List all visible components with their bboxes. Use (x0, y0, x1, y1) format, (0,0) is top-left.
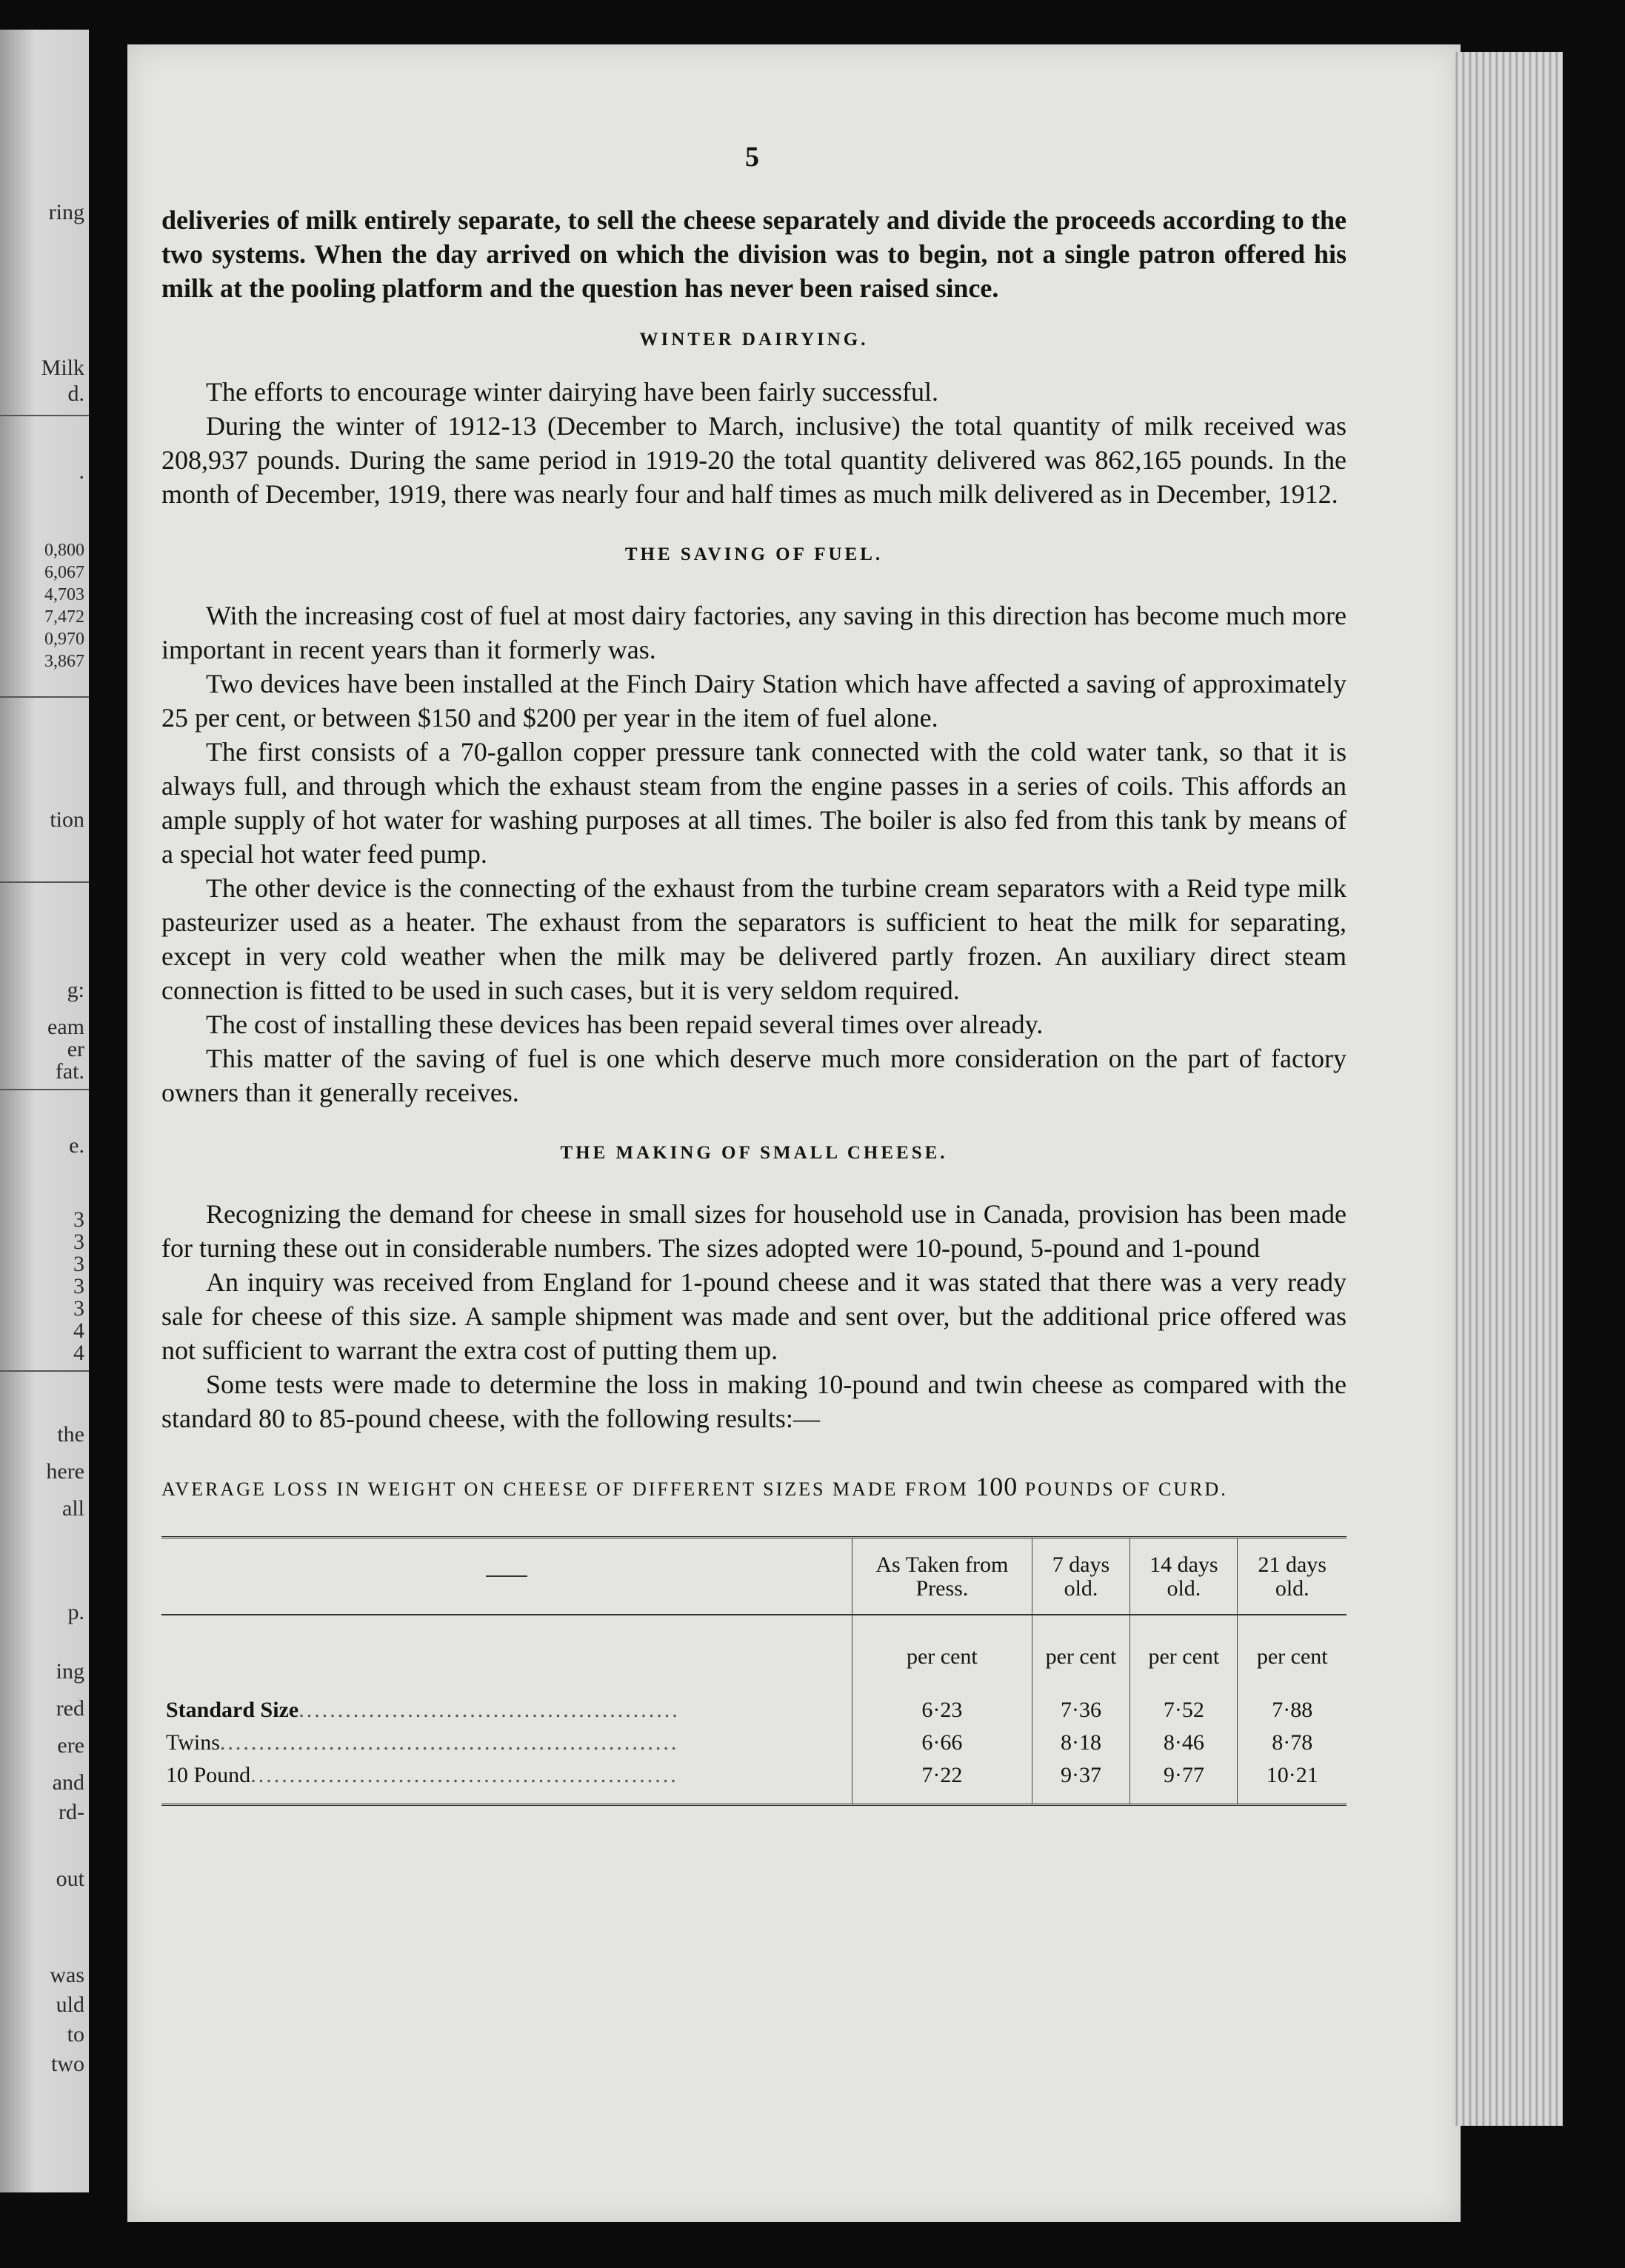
leader-dots: ....................................................... (250, 1763, 678, 1787)
row-label: 10 Pound (166, 1763, 251, 1787)
units-row (161, 1615, 1347, 1694)
fuel-paragraph-1: With the increasing cost of fuel at most dairy factories, any saving in this direction has become much more important in recent years than it formerly was. (161, 601, 1347, 664)
unit-cell: per cent (1130, 1615, 1238, 1694)
row-label-cell (161, 1759, 852, 1805)
fuel-paragraph-2: Two devices have been installed at the Finch Dairy Station which have affected a saving of approximately 25 per cent, or between $150 and $200 per year in the item of fuel alone. (161, 669, 1347, 733)
leader-dots: ................................................. (298, 1698, 680, 1722)
facing-page-text-fragment: and (52, 1770, 84, 1795)
heading-winter-dairying: WINTER DAIRYING. (639, 330, 869, 350)
facing-page-text-fragment: g: (67, 978, 84, 1002)
table-cell: 8·78 (1238, 1727, 1347, 1759)
table-cell: 8·18 (1032, 1727, 1130, 1759)
column-header: 7 days old. (1032, 1538, 1130, 1615)
facing-page-text-fragment: 3 (73, 1230, 84, 1254)
facing-page-text-fragment: uld (56, 1992, 84, 2017)
facing-page-text-fragment: 7,472 (44, 607, 84, 627)
table-title-part-2: POUNDS OF CURD. (1018, 1478, 1228, 1500)
table-title-number: 100 (975, 1472, 1018, 1501)
cheese-paragraph-1: Recognizing the demand for cheese in small sizes for household use in Canada, provision has been made for turning these out in considerable numbers. The sizes adopted were 10-pound, 5-pound and 1-pound (161, 1199, 1347, 1263)
unit-cell: per cent (852, 1615, 1032, 1694)
table-cell: 6·66 (852, 1727, 1032, 1759)
facing-page-text-fragment: e. (69, 1133, 84, 1158)
table-title (161, 1470, 1347, 1507)
table-row (161, 1694, 1347, 1727)
facing-page-text-fragment: 0,800 (44, 541, 84, 560)
facing-page-text-fragment: ring (48, 200, 84, 224)
winter-paragraph-2: During the winter of 1912-13 (December to March, inclusive) the total quantity of milk received was 208,937 pounds. During the same period in 1919-20 the total quantity delivered was 862,165 pounds. In the month of December, 1919, there was nearly four and half times as much milk delivered as in December, 1912. (161, 411, 1347, 509)
cheese-loss-table (161, 1536, 1347, 1806)
facing-page-edge (0, 30, 89, 2192)
cheese-paragraph-2: An inquiry was received from England for 1-pound cheese and it was stated that there was a very ready sale for cheese of this size. A sample shipment was made and sent over, but the additional price offered was not sufficient to warrant the extra cost of putting them up. (161, 1267, 1347, 1365)
fuel-paragraph-4: The other device is the connecting of the exhaust from the turbine cream separators with a Reid type milk pasteurizer used as a heater. The exhaust from the separators is sufficient to heat the milk for separating, except in very cold weather when the milk may be delivered partly frozen. An auxiliary direct steam connection is fitted to be used in such cases, but it is very seldom required. (161, 873, 1347, 1005)
table-stub-header (161, 1538, 852, 1615)
facing-page-text-fragment: 4,703 (44, 585, 84, 604)
facing-page-text-fragment: 4 (73, 1318, 84, 1343)
unit-cell: per cent (1032, 1615, 1130, 1694)
table-cell: 7·88 (1238, 1694, 1347, 1727)
column-header: 14 days old. (1130, 1538, 1238, 1615)
fuel-paragraph-3: The first consists of a 70-gallon copper pressure tank connected with the cold water tank, so that it is always full, and through which the exhaust steam from the engine passes in a series of coils. This affords an ample supply of hot water for washing purposes at all times. The boiler is also fed from this tank by means of a special hot water feed pump. (161, 737, 1347, 869)
cheese-paragraph-3: Some tests were made to determine the loss in making 10-pound and twin cheese as compared with the standard 80 to 85-pound cheese, with the following results:— (161, 1370, 1347, 1433)
facing-page-text-fragment: here (46, 1459, 84, 1484)
table-cell: 7·22 (852, 1759, 1032, 1805)
intro-paragraph: deliveries of milk entirely separate, to sell the cheese separately and divide the proceeds according to the two systems. When the day arrived on which the division was to begin, not a single patron offered his milk at the pooling platform and the question has never been raised since. (161, 205, 1347, 303)
facing-page-rule (0, 1089, 89, 1090)
table-row (161, 1727, 1347, 1759)
row-label-cell (161, 1727, 852, 1759)
facing-page-text-fragment: ere (57, 1733, 84, 1758)
table-title-part-1: AVERAGE LOSS IN WEIGHT ON CHEESE OF DIFFERENT SIZES MADE FROM (161, 1478, 976, 1500)
facing-page-text-fragment: 3 (73, 1207, 84, 1232)
facing-page-rule (0, 415, 89, 416)
facing-page-text-fragment: two (51, 2052, 84, 2076)
page-number: 5 (745, 141, 759, 173)
facing-page-text-fragment: red (56, 1696, 84, 1721)
facing-page-text-fragment: 6,067 (44, 563, 84, 582)
facing-page-text-fragment: the (57, 1422, 84, 1447)
fuel-paragraph-6: This matter of the saving of fuel is one which deserve much more consideration on the part of factory owners than it generally receives. (161, 1044, 1347, 1107)
table-cell: 6·23 (852, 1694, 1032, 1727)
leader-dots: ........................................................... (219, 1730, 679, 1755)
facing-page-text-fragment: tion (50, 807, 84, 832)
row-label: Twins (166, 1730, 220, 1755)
table-cell: 8·46 (1130, 1727, 1238, 1759)
table-row (161, 1759, 1347, 1805)
facing-page-text-fragment: 3 (73, 1296, 84, 1321)
facing-page-text-fragment: 3,867 (44, 652, 84, 671)
stub-dash (486, 1575, 527, 1577)
facing-page-text-fragment: fat. (55, 1059, 84, 1084)
facing-page-text-fragment: 3 (73, 1274, 84, 1298)
table-cell: 7·36 (1032, 1694, 1130, 1727)
facing-page-rule (0, 1370, 89, 1372)
facing-page-rule (0, 696, 89, 698)
table-cell: 10·21 (1238, 1759, 1347, 1805)
facing-page-text-fragment: Milk (41, 356, 84, 380)
heading-making-small-cheese: THE MAKING OF SMALL CHEESE. (560, 1143, 948, 1163)
facing-page-text-fragment: rd- (59, 1800, 84, 1824)
unit-cell: per cent (1238, 1615, 1347, 1694)
facing-page-text-fragment: d. (67, 381, 84, 406)
facing-page-text-fragment: ing (56, 1659, 84, 1684)
heading-saving-of-fuel: THE SAVING OF FUEL. (624, 544, 884, 564)
facing-page-text-fragment: out (56, 1867, 84, 1891)
facing-page-rule (0, 881, 89, 883)
column-header: 21 days old. (1238, 1538, 1347, 1615)
page-stack-edge (1452, 52, 1563, 2126)
facing-page-text-fragment: was (50, 1963, 84, 1987)
facing-page-text-fragment: 3 (73, 1252, 84, 1276)
column-header: As Taken from Press. (852, 1538, 1032, 1615)
facing-page-text-fragment: to (67, 2022, 84, 2047)
facing-page-text-fragment: . (79, 459, 84, 484)
facing-page-text-fragment: 4 (73, 1341, 84, 1365)
facing-page-text-fragment: 0,970 (44, 630, 84, 649)
table-cell: 7·52 (1130, 1694, 1238, 1727)
winter-paragraph-1: The efforts to encourage winter dairying have been fairly successful. (206, 377, 938, 407)
row-label: Standard Size (166, 1698, 299, 1722)
table-cell: 9·37 (1032, 1759, 1130, 1805)
facing-page-text-fragment: er (67, 1037, 84, 1061)
page-content (161, 203, 1347, 1806)
fuel-paragraph-5: The cost of installing these devices has been repaid several times over already. (206, 1010, 1044, 1039)
facing-page-text-fragment: all (62, 1496, 84, 1521)
facing-page-text-fragment: p. (67, 1600, 84, 1624)
facing-page-text-fragment: eam (47, 1015, 84, 1039)
table-cell: 9·77 (1130, 1759, 1238, 1805)
row-label-cell (161, 1694, 852, 1727)
